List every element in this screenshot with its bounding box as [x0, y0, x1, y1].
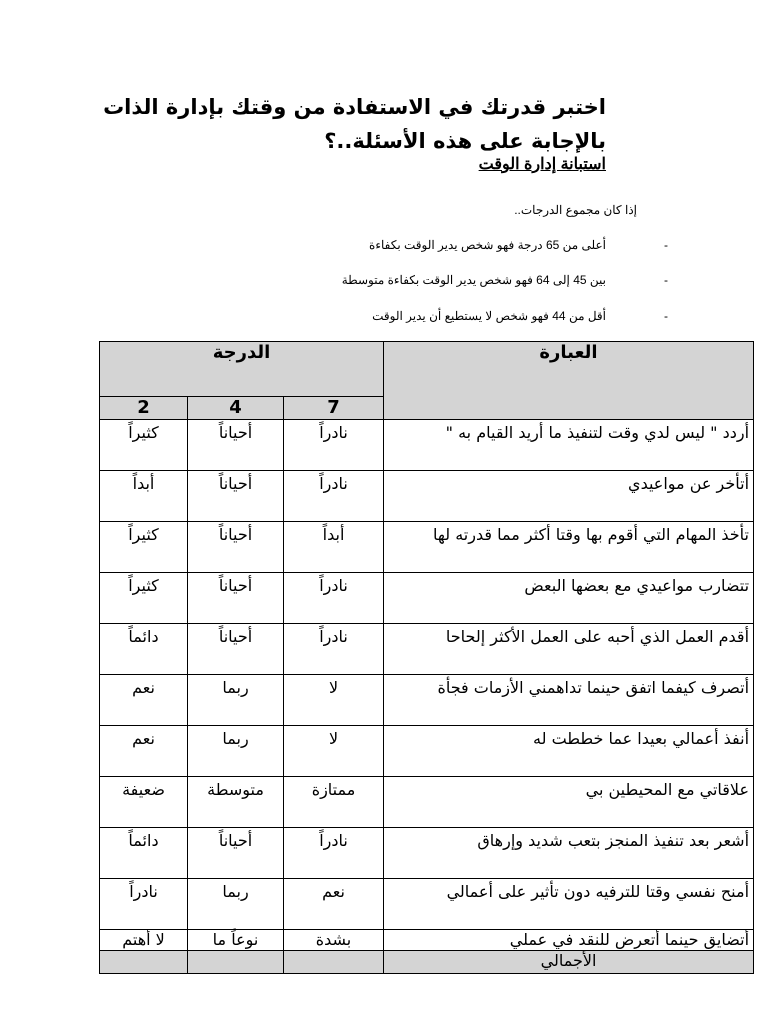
option-cell[interactable]: نادراً [284, 420, 384, 471]
statement-cell: أقدم العمل الذي أحبه على العمل الأكثر إلحاحا [384, 624, 754, 675]
scoring-intro: إذا كان مجموع الدرجات.. [514, 203, 637, 217]
statement-header: العبارة [384, 342, 754, 420]
option-cell[interactable]: دائماً [100, 624, 188, 675]
option-cell[interactable]: أحياناً [188, 471, 284, 522]
option-cell[interactable]: أحياناً [188, 420, 284, 471]
bullet-dash: - [664, 273, 668, 287]
table-row [100, 420, 754, 471]
criterion-text: أعلى من 65 درجة فهو شخص يدير الوقت بكفاءة [369, 238, 606, 252]
option-cell[interactable]: نعم [284, 879, 384, 930]
option-cell[interactable]: كثيراً [100, 573, 188, 624]
option-cell[interactable]: ربما [188, 726, 284, 777]
total-label: الأجمالي [384, 951, 754, 974]
statement-cell: أشعر بعد تنفيذ المنجز بتعب شديد وإرهاق [384, 828, 754, 879]
table-row [100, 675, 754, 726]
option-cell[interactable]: نادراً [284, 624, 384, 675]
scoring-criterion-high [276, 238, 668, 252]
total-cell[interactable] [188, 951, 284, 974]
option-cell[interactable]: لا أهتم [100, 930, 188, 951]
table-row [100, 573, 754, 624]
bullet-dash: - [664, 238, 668, 252]
option-cell[interactable]: نعم [100, 675, 188, 726]
statement-cell: أتصرف كيفما اتفق حينما تداهمني الأزمات فجأة [384, 675, 754, 726]
survey-table [99, 341, 754, 974]
statement-cell: أنفذ أعمالي بعيدا عما خططت له [384, 726, 754, 777]
total-row [100, 951, 754, 974]
statement-cell: تأخذ المهام التي أقوم بها وقتا أكثر مما قدرته لها [384, 522, 754, 573]
criterion-text: أقل من 44 فهو شخص لا يستطيع أن يدير الوقت [372, 309, 606, 323]
option-cell[interactable]: أحياناً [188, 828, 284, 879]
option-cell[interactable]: نادراً [284, 471, 384, 522]
page-title-line2: بالإجابة على هذه الأسئلة..؟ [324, 129, 606, 153]
statement-cell: أمنح نفسي وقتا للترفيه دون تأثير على أعمالي [384, 879, 754, 930]
option-cell[interactable]: أبداً [100, 471, 188, 522]
table-row [100, 777, 754, 828]
option-cell[interactable]: متوسطة [188, 777, 284, 828]
option-cell[interactable]: لا [284, 726, 384, 777]
page-title: اختبر قدرتك في الاستفادة من وقتك بإدارة الذات [103, 95, 606, 119]
option-cell[interactable]: دائماً [100, 828, 188, 879]
score-value-4: 4 [188, 397, 284, 420]
bullet-dash: - [664, 309, 668, 323]
table-row [100, 471, 754, 522]
option-cell[interactable]: نوعاً ما [188, 930, 284, 951]
statement-cell: تتضارب مواعيدي مع بعضها البعض [384, 573, 754, 624]
option-cell[interactable]: ممتازة [284, 777, 384, 828]
criterion-text: بين 45 إلى 64 فهو شخص يدير الوقت بكفاءة متوسطة [341, 273, 606, 287]
statement-cell: أتضايق حينما أتعرض للنقد في عملي [384, 930, 754, 951]
option-cell[interactable]: بشدة [284, 930, 384, 951]
option-cell[interactable]: أحياناً [188, 573, 284, 624]
table-row [100, 930, 754, 951]
option-cell[interactable]: كثيراً [100, 522, 188, 573]
option-cell[interactable]: كثيراً [100, 420, 188, 471]
statement-cell: أتأخر عن مواعيدي [384, 471, 754, 522]
score-value-7: 7 [284, 397, 384, 420]
table-row [100, 879, 754, 930]
total-cell[interactable] [100, 951, 188, 974]
scoring-criterion-medium [276, 273, 668, 287]
table-row [100, 624, 754, 675]
option-cell[interactable]: لا [284, 675, 384, 726]
table-row [100, 828, 754, 879]
option-cell[interactable]: نادراً [100, 879, 188, 930]
option-cell[interactable]: نادراً [284, 573, 384, 624]
statement-cell: علاقاتي مع المحيطين بي [384, 777, 754, 828]
table-row [100, 726, 754, 777]
option-cell[interactable]: ربما [188, 675, 284, 726]
statement-cell: أردد " ليس لدي وقت لتنفيذ ما أريد القيام به " [384, 420, 754, 471]
score-header: الدرجة [100, 342, 384, 397]
option-cell[interactable]: ربما [188, 879, 284, 930]
option-cell[interactable]: نعم [100, 726, 188, 777]
option-cell[interactable]: نادراً [284, 828, 384, 879]
table-row [100, 522, 754, 573]
scoring-criterion-low [276, 309, 668, 323]
score-value-2: 2 [100, 397, 188, 420]
survey-subtitle: استبانة إدارة الوقت [478, 156, 606, 173]
total-cell[interactable] [284, 951, 384, 974]
option-cell[interactable]: أبداً [284, 522, 384, 573]
option-cell[interactable]: ضعيفة [100, 777, 188, 828]
option-cell[interactable]: أحياناً [188, 624, 284, 675]
option-cell[interactable]: أحياناً [188, 522, 284, 573]
